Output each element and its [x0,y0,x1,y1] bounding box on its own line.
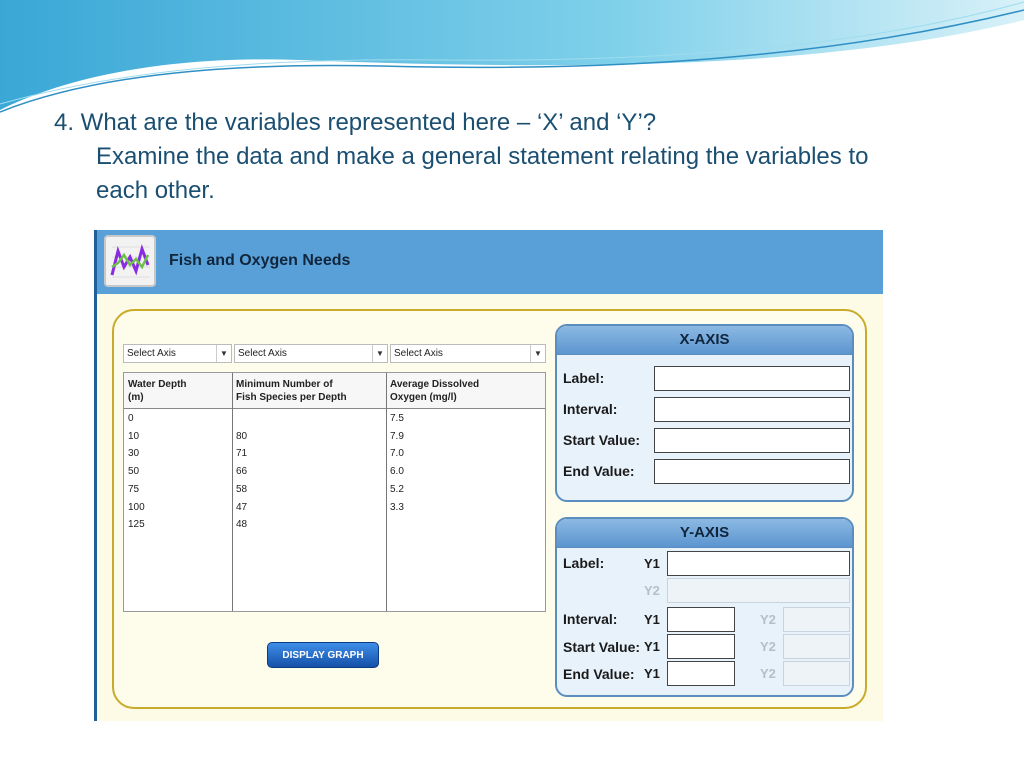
header-dissolved-oxygen-l1: Average Dissolved [390,379,480,390]
select-axis-col2[interactable] [234,344,388,363]
y1-start-key: Y1 [644,639,660,654]
x-end-caption: End Value: [563,463,635,479]
table-cell: 7.5 [390,413,404,424]
x-start-caption: Start Value: [563,432,641,448]
app-title: Fish and Oxygen Needs [169,252,351,269]
chevron-down-icon: ▼ [372,345,387,362]
y-interval-caption: Interval: [563,611,618,627]
question-text [54,106,994,208]
header-fish-species-l1: Minimum Number of [236,379,333,390]
y1-interval-input[interactable] [667,607,735,632]
table-cell: 100 [128,501,145,513]
table-cell: 5.2 [390,483,404,495]
question-line-2: Examine the data and make a general statement relating the variables to [96,143,869,170]
select-axis-col1-label: Select Axis [127,348,176,359]
select-axis-col3[interactable] [390,344,546,363]
display-graph-button[interactable]: DISPLAY GRAPH [267,642,379,668]
y-label-caption: Label: [563,555,605,571]
y2-start-input [783,634,850,659]
y2-end-key: Y2 [760,666,776,681]
x-label-caption: Label: [563,370,605,386]
table-cell: 80 [236,430,248,442]
table-cell: 10 [128,430,140,442]
table-cell: 71 [236,448,248,460]
column-divider [232,373,233,611]
select-axis-col3-label: Select Axis [394,348,443,359]
y1-end-key: Y1 [644,666,660,681]
y1-end-input[interactable] [667,661,735,686]
table-cell: 48 [236,519,248,531]
table-cell: 0 [128,413,134,424]
table-cell: 30 [128,448,140,460]
y1-interval-key: Y1 [644,612,660,627]
table-cell: 125 [128,519,145,531]
y2-label-key: Y2 [644,583,660,598]
x-interval-input[interactable] [654,397,850,422]
x-label-input[interactable] [654,366,850,391]
chevron-down-icon: ▼ [530,345,545,362]
header-dissolved-oxygen [390,378,479,404]
y1-label-key: Y1 [644,556,660,571]
table-cell: 7.0 [390,448,404,460]
y2-start-key: Y2 [760,639,776,654]
select-axis-col1[interactable] [123,344,232,363]
x-interval-caption: Interval: [563,401,618,417]
y-axis-panel [555,517,854,697]
data-table [123,372,546,612]
y2-label-input [667,578,850,603]
header-wave-decoration [0,0,1024,120]
header-water-depth-l2: (m) [128,392,144,403]
y2-interval-key: Y2 [760,612,776,627]
table-cell: 75 [128,483,140,495]
y-start-caption: Start Value: [563,639,641,655]
header-water-depth-l1: Water Depth [128,379,187,390]
y-axis-title: Y-AXIS [557,519,852,548]
y2-interval-input [783,607,850,632]
x-axis-panel [555,324,854,502]
app-window [94,230,883,721]
x-axis-title: X-AXIS [557,326,852,355]
app-header [97,230,883,294]
y-end-caption: End Value: [563,666,635,682]
header-fish-species [236,378,347,404]
column-divider [386,373,387,611]
table-cell: 7.9 [390,430,404,442]
select-axis-col2-label: Select Axis [238,348,287,359]
table-cell: 50 [128,466,140,478]
table-cell: 3.3 [390,501,404,513]
chevron-down-icon: ▼ [216,345,231,362]
y2-end-input [783,661,850,686]
question-line-1: 4. What are the variables represented here – ‘X’ and ‘Y’? [54,109,657,136]
x-start-input[interactable] [654,428,850,453]
y1-start-input[interactable] [667,634,735,659]
header-dissolved-oxygen-l2: Oxygen (mg/l) [390,392,457,403]
question-line-3: each other. [96,177,215,204]
header-fish-species-l2: Fish Species per Depth [236,392,347,403]
table-header [124,373,545,409]
y1-label-input[interactable] [667,551,850,576]
x-end-input[interactable] [654,459,850,484]
table-cell: 58 [236,483,248,495]
table-cell: 6.0 [390,466,404,478]
header-water-depth [128,378,187,404]
table-cell: 66 [236,466,248,478]
graph-app-icon [104,235,156,287]
table-cell: 47 [236,501,248,513]
